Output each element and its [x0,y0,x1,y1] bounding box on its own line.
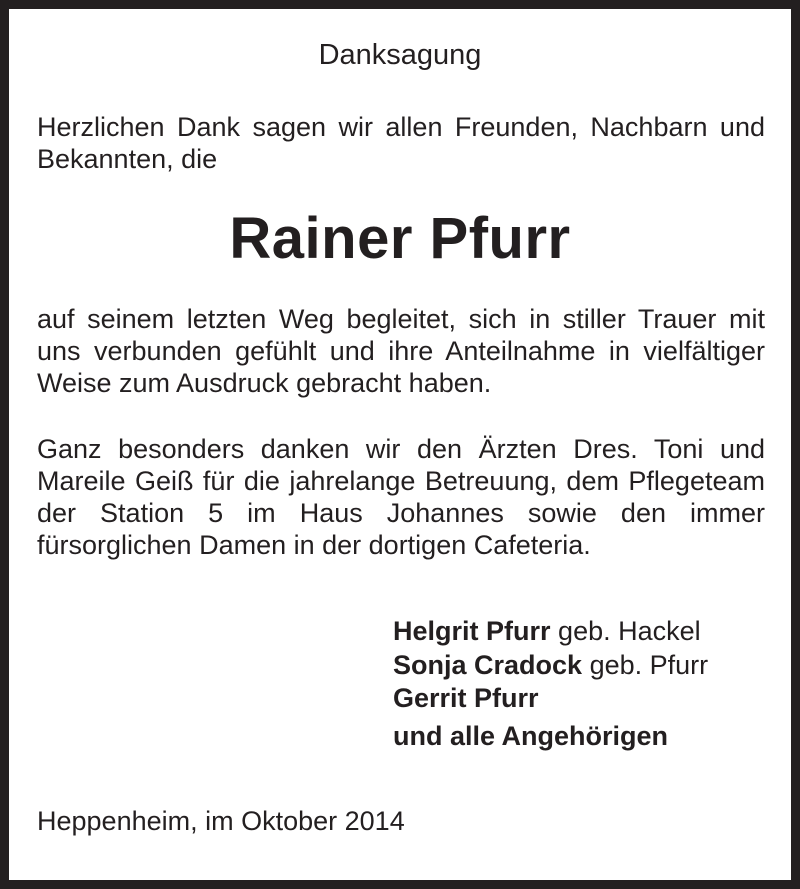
intro-text: Herzlichen Dank sagen wir allen Freunden, Nachbarn und Bekannten, die [37,112,765,174]
signature-line: Sonja Cradock geb. Pfurr [393,649,709,680]
place-date: Heppenheim, im Oktober 2014 [37,806,405,836]
signature-line: Helgrit Pfurr geb. Hackel [393,616,701,646]
paragraph-1: auf seinem letzten Weg begleitet, sich in stiller Trauer mit uns verbunden gefühlt und ihre Anteilnahme in vielfältiger Weise zum Ausdruck gebracht haben. [37,304,765,398]
signature-line: und alle Angehörigen [393,720,669,751]
notice-title: Danksagung [318,39,482,71]
signature-line: Gerrit Pfurr [393,683,539,713]
deceased-name: Rainer Pfurr [229,206,571,271]
signature-block [393,615,708,753]
paragraph-2: Ganz besonders danken wir den Ärzten Dres. Toni und Mareile Geiß für die jahrelange Betreuung, dem Pflegeteam der Station 5 im Haus Johannes sowie den immer fürsorglichen Damen in der dortigen Cafeteria. [37,434,765,560]
